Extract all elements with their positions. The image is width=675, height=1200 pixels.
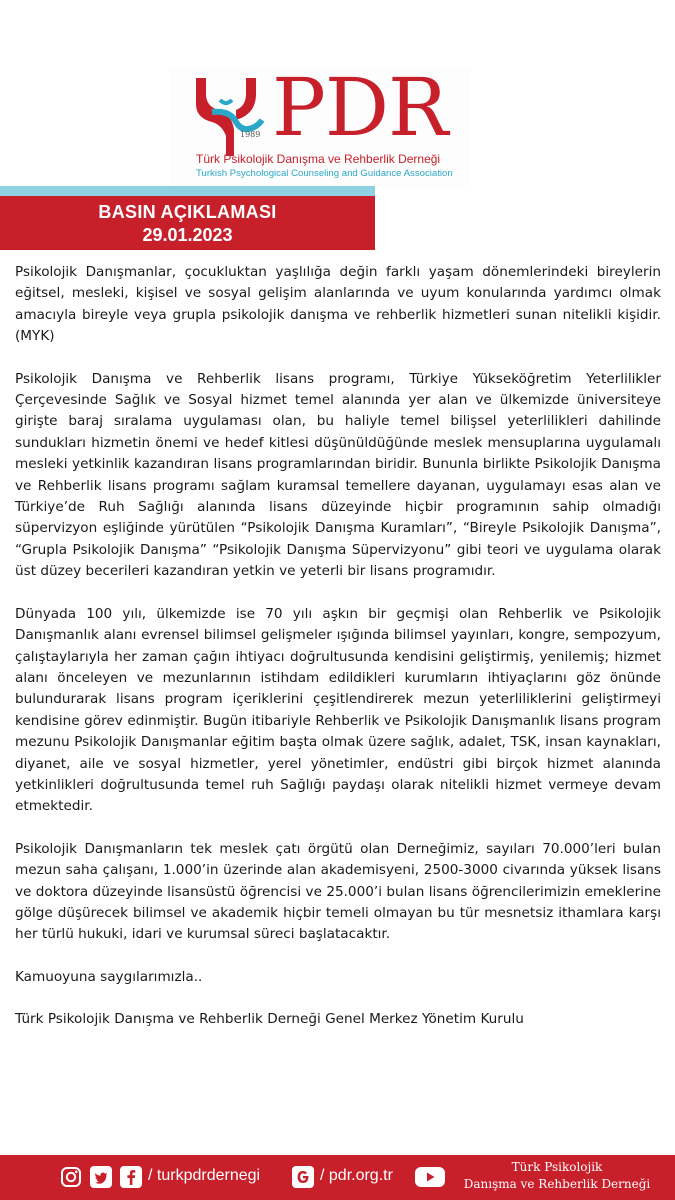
paragraph-1: Psikolojik Danışmanlar, çocukluktan yaşlılığa değin farklı yaşam dönemlerindeki bireylerin eğitsel, mesleki, kişisel ve sosyal gelişim alanlarında ve uyum konularında yardımcı olmak amacıyla bireyle veya grupla psikolojik danışma ve rehberlik hizmetleri sunan nitelikli kişidir. (MYK) xyxy=(15,264,661,345)
paragraph-2: Psikolojik Danışma ve Rehberlik lisans programı, Türkiye Yükseköğretim Yeterlilikler Çerçevesinde Sağlık ve Sosyal hizmet temel alanında yer alan ve ülkemizde üniversiteye girişte baraj sıralama uygulaması olan, bu haliyle temel bilişsel yeterlilikleri dahilinde sundukları hizmetin önemi ve hedef kitlesi düşünüldüğünde meslek mensuplarına uygulamalı mesleki yetkinlik kazandıran lisans programlarından biridir. Bununla birlikte Psikolojik Danışma ve Rehberlik lisans programı sağlam kuramsal temellere dayanan, uygulamayı esas alan ve Türkiye’de Ruh Sağlığı alanında lisans düzeyinde hiçbir programının sahip olmadığı süpervizyon eşliğinde yürütülen “Psikolojik Danışma Kuramları”, “Bireyle Psikolojik Danışma”, “Grupla Psikolojik Danışma” “Psikolojik Danışma Süpervizyonu” gibi teori ve uygulama olarak üst düzey becerileri kazandıran yetkin ve yeterli bir lisans programıdır. xyxy=(15,370,661,580)
instagram-icon[interactable] xyxy=(60,1166,82,1188)
press-release-title: BASIN AÇIKLAMASI xyxy=(98,202,277,222)
logo-year: 1989 xyxy=(240,130,261,139)
paragraph-3: Dünyada 100 yılı, ülkemizde ise 70 yılı aşkın bir geçmişi olan Rehberlik ve Psikolojik Danışmanlık alanı evrensel bilimsel gelişmeler ışığında bilimsel yayınları, kongre, sempozyum, çalıştaylarıyla her zaman çağın ihtiyacı doğrultusunda kendisini geliştirmiş, yenilemiş; hizmet alanı önceleyen ve mezunlarının istihdam edildikleri kurumların ihtiyaçlarını göz önünde bulundurarak lisans program içeriklerini çeşitlendirerek mezun yeterliliklerini geliştirmeyi kendisine görev edinmiştir. Bugün itibariyle Rehberlik ve Psikolojik Danışmanlık lisans program mezunu Psikolojik Danışmanlar eğitim başta olmak üzere sağlık, adalet, TSK, insan kaynakları, diyanet, aile ve sosyal hizmetler, yerel yönetimler, endüstri gibi birçok hizmet alanında yetkinlikleri doğrultusunda temel ruh Sağlığı paydaşı olarak nitelikli hizmet vermeye devam etmektedir. xyxy=(15,605,661,815)
footer-org-line-2: Danışma ve Rehberlik Derneği xyxy=(463,1177,651,1191)
social-handle[interactable]: / turkpdrdernegi xyxy=(148,1167,261,1184)
logo-wordmark: PDR xyxy=(272,61,448,154)
press-release-date: 29.01.2023 xyxy=(142,225,233,245)
banner-accent-strip xyxy=(0,186,375,196)
footer-organization xyxy=(452,1159,662,1193)
website-link[interactable]: / pdr.org.tr xyxy=(320,1167,393,1184)
paragraph-4: Psikolojik Danışmanların tek meslek çatı örgütü olan Derneğimiz, sayıları 70.000’leri bulan mezun saha çalışanı, 1.000’in üzerinde alan akademisyeni, 2500-3000 civarında yüksek lisans ve doktora düzeyinde lisansüstü öğrencisi ve 25.000’i bulan lisans öğrencilerimizin emeklerine gölge düşürecek bilimsel ve akademik hiçbir temeli olmayan bu tür mesnetsiz ithamlara karşı her türlü hukuki, idari ve kurumsal süreci başlatacaktır. xyxy=(15,840,661,943)
logo-name-en: Turkish Psychological Counseling and Guidance Association xyxy=(196,168,453,179)
google-icon[interactable] xyxy=(292,1166,314,1188)
signature-line: Türk Psikolojik Danışma ve Rehberlik Derneği Genel Merkez Yönetim Kurulu xyxy=(15,1011,524,1028)
logo-name-tr: Türk Psikolojik Danışma ve Rehberlik Derneği xyxy=(196,152,441,166)
pdr-symbol-icon xyxy=(192,70,270,158)
facebook-icon[interactable] xyxy=(120,1166,142,1188)
footer-bar xyxy=(0,1155,675,1200)
press-release-body xyxy=(15,262,661,1031)
footer-org-line-1: Türk Psikolojik xyxy=(511,1160,603,1174)
closing-line: Kamuoyuna saygılarımızla.. xyxy=(15,968,203,985)
youtube-icon[interactable] xyxy=(414,1166,446,1188)
press-release-banner xyxy=(0,196,375,250)
twitter-icon[interactable] xyxy=(90,1166,112,1188)
logo xyxy=(170,61,470,186)
